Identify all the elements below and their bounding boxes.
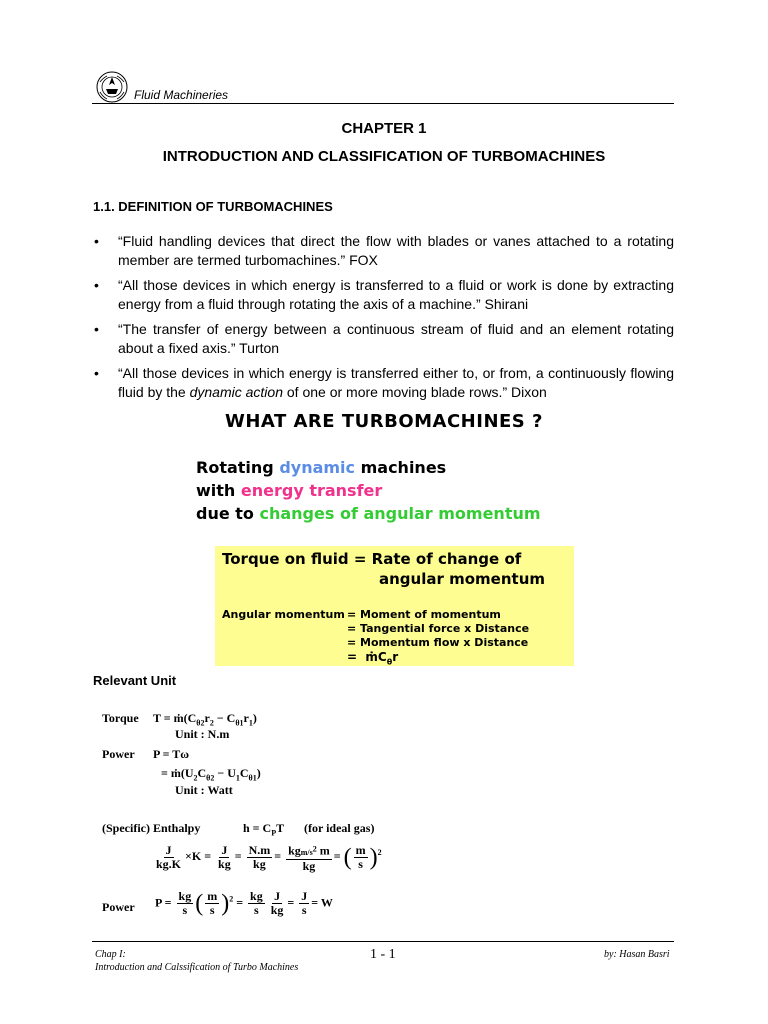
chapter-title: INTRODUCTION AND CLASSIFICATION OF TURBOMACHINES	[162, 148, 606, 165]
tagline-line	[196, 481, 382, 500]
power-equation-expanded: = $ṁ(U_2C_{\theta 2} - U_1C_{\theta 1})$	[161, 766, 261, 783]
definition-item: • “All those devices in which energy is transferred to a fluid or work is done by extracting energy from a fluid through rotating the axis of a machine.” Shirani	[92, 276, 674, 314]
footer-title: Introduction and Calssification of Turbo Machines	[95, 962, 299, 973]
footer-chapter: Chap I:	[95, 949, 126, 960]
definition-text: “All those devices in which energy is transferred either to, or from, a continuously flowing fluid by the	[118, 365, 674, 400]
tagline-line	[196, 458, 446, 477]
definition-item	[92, 364, 674, 402]
angular-momentum-row: = Moment of momentum	[347, 608, 501, 621]
enthalpy-equation: $h = C_PT$	[243, 821, 285, 838]
page-number: 1 - 1	[370, 947, 396, 962]
angular-momentum-row: = Momentum flow x Distance	[347, 636, 529, 649]
tagline-text: due to	[196, 504, 260, 523]
power-label: Power	[102, 747, 135, 761]
enthalpy-note: (for ideal gas)	[304, 821, 375, 835]
angular-momentum-row: = Tangential force x Distance	[347, 622, 530, 635]
definition-item: • “Fluid handling devices that direct the flow with blades or vanes attached to a rotating member are termed turbomachines.” FOX	[92, 232, 674, 270]
footer-rule	[92, 941, 674, 942]
torque-equation: $T = ṁ(C_{\theta 2}r_2 - C_{\theta 1}r_1)$	[153, 711, 257, 728]
running-title: Fluid Machineries	[134, 88, 229, 102]
definition-emphasis: dynamic action	[189, 384, 283, 400]
section-heading: 1.1. DEFINITION OF TURBOMACHINES	[93, 199, 333, 214]
university-logo	[94, 70, 130, 104]
tagline-highlight-momentum: changes of angular momentum	[259, 504, 541, 523]
power-unit: Unit : Watt	[175, 783, 233, 797]
unit-derivation-power: P = $\frac{kg}{s}$ ( $\frac{m}{s}$ )$^2$ = $\frac{kg}{s}$ $\frac{J}{kg}$ = $\frac{J}{s}$ = W	[155, 889, 333, 917]
tagline-text: machines	[355, 458, 447, 477]
torque-label: Torque	[102, 711, 139, 725]
tagline-text: Rotating	[196, 458, 280, 477]
footer-author: by: Hasan Basri	[604, 949, 670, 960]
torque-unit: Unit : N.m	[175, 727, 230, 741]
header-rule	[92, 103, 674, 104]
angular-momentum-formula: = $ṁC_\theta r$	[347, 650, 399, 667]
tagline-highlight-dynamic: dynamic	[279, 458, 356, 477]
definition-item: • “The transfer of energy between a continuous stream of fluid and an element rotating about a fixed axis.” Turton	[92, 320, 674, 358]
power-equation: P = Tω	[153, 747, 190, 761]
relevant-unit-heading: Relevant Unit	[93, 673, 177, 688]
power-label-2: Power	[102, 900, 135, 914]
torque-statement: Torque on fluid = Rate of change of	[222, 550, 522, 568]
angular-momentum-label: Angular momentum	[222, 608, 345, 621]
chapter-number: CHAPTER 1	[341, 120, 427, 137]
tagline-text: with	[196, 481, 241, 500]
unit-derivation-energy: $\frac{J}{kg.K}$ ×K = $\frac{J}{kg}$ = $\frac{N.m}{kg}$ = $\frac{kgm/s^2 m}{kg}$ = ( $\frac{m}{s}$ )$^2$	[156, 842, 382, 873]
tagline-line	[196, 504, 541, 523]
tagline-highlight-energy: energy transfer	[240, 481, 383, 500]
enthalpy-label: (Specific) Enthalpy	[102, 821, 201, 835]
turbomachines-question: WHAT ARE TURBOMACHINES ?	[225, 411, 543, 432]
definition-text: of one or more moving blade rows.” Dixon	[283, 384, 547, 400]
definition-list	[92, 232, 674, 408]
torque-statement-cont: angular momentum	[379, 570, 545, 588]
